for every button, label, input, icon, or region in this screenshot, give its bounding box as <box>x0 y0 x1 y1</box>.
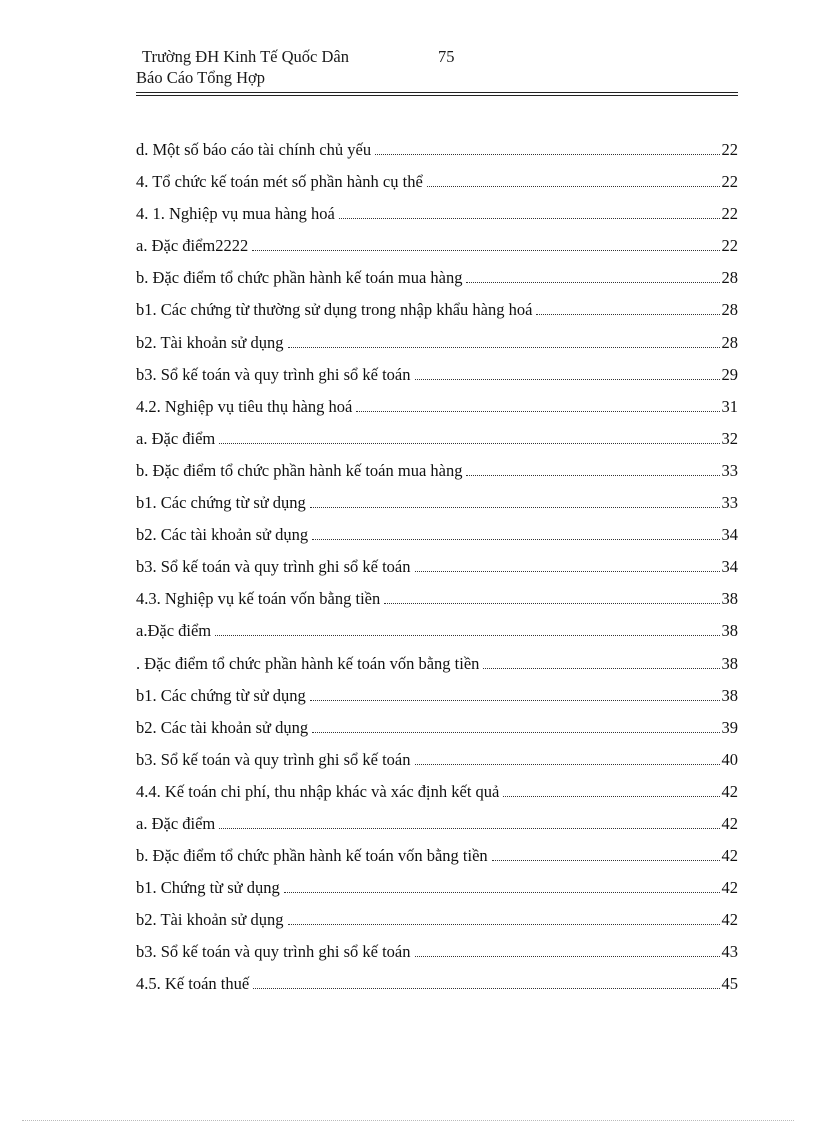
toc-entry-title: a.Đặc điểm <box>136 621 212 641</box>
toc-dot-leader <box>219 828 719 829</box>
toc-entry-title: b3. Sổ kế toán và quy trình ghi sổ kế toán <box>136 557 411 577</box>
toc-entry-page: 33 <box>721 493 738 513</box>
toc-entry-page: 38 <box>721 653 738 673</box>
toc-dot-leader <box>356 411 719 412</box>
page-number: 75 <box>438 47 455 66</box>
toc-entry[interactable] <box>136 362 738 394</box>
toc-entry[interactable] <box>136 297 738 329</box>
toc-entry-page: 42 <box>721 910 738 930</box>
toc-entry-page: 42 <box>721 878 738 898</box>
toc-entry-title: 4.3. Nghiệp vụ kế toán vốn bằng tiền <box>136 589 381 609</box>
toc-entry-page: 34 <box>721 557 738 577</box>
toc-entry[interactable] <box>136 426 738 458</box>
toc-entry-page: 33 <box>721 460 738 480</box>
toc-entry-title: b2. Tài khoản sử dụng <box>136 332 284 352</box>
toc-entry-title: b3. Sổ kế toán và quy trình ghi sổ kế toán <box>136 364 411 384</box>
report-title: Báo Cáo Tổng Hợp <box>136 68 265 87</box>
toc-entry-title: 4.5. Kế toán thuế <box>136 974 250 994</box>
toc-entry-page: 42 <box>721 846 738 866</box>
toc-entry-title: b3. Sổ kế toán và quy trình ghi sổ kế toán <box>136 942 411 962</box>
toc-entry[interactable] <box>136 458 738 490</box>
toc-entry-title: b. Đặc điểm tổ chức phần hành kế toán mua hàng <box>136 460 463 480</box>
toc-dot-leader <box>384 603 719 604</box>
toc-dot-leader <box>310 700 720 701</box>
toc-entry[interactable] <box>136 811 738 843</box>
toc-dot-leader <box>483 668 719 669</box>
toc-entry-title: . Đặc điểm tổ chức phần hành kế toán vốn bằng tiền <box>136 653 480 673</box>
toc-dot-leader <box>310 507 720 508</box>
toc-entry[interactable] <box>136 651 738 683</box>
toc-entry-page: 40 <box>721 749 738 769</box>
toc-entry-title: b2. Các tài khoản sử dụng <box>136 717 309 737</box>
toc-entry-page: 28 <box>721 300 738 320</box>
toc-entry-page: 38 <box>721 589 738 609</box>
toc-entry-page: 28 <box>721 268 738 288</box>
toc-entry-page: 32 <box>721 428 738 448</box>
toc-entry[interactable] <box>136 137 738 169</box>
toc-entry-page: 22 <box>721 172 738 192</box>
toc-entry-page: 39 <box>721 717 738 737</box>
toc-dot-leader <box>415 571 720 572</box>
header-divider-secondary <box>136 95 738 96</box>
toc-dot-leader <box>219 443 719 444</box>
toc-dot-leader <box>312 539 719 540</box>
toc-entry[interactable] <box>136 522 738 554</box>
toc-entry-title: b1. Các chứng từ sử dụng <box>136 685 306 705</box>
toc-entry[interactable] <box>136 779 738 811</box>
toc-entry-title: 4. Tổ chức kế toán mét số phần hành cụ thể <box>136 172 423 192</box>
toc-entry-title: 4. 1. Nghiệp vụ mua hàng hoá <box>136 204 335 224</box>
page-header <box>136 46 738 88</box>
toc-dot-leader <box>312 732 719 733</box>
toc-entry[interactable] <box>136 265 738 297</box>
toc-entry-title: 4.2. Nghiệp vụ tiêu thụ hàng hoá <box>136 396 353 416</box>
toc-entry[interactable] <box>136 490 738 522</box>
toc-dot-leader <box>253 988 719 989</box>
toc-dot-leader <box>466 282 719 283</box>
toc-entry-page: 38 <box>721 621 738 641</box>
toc-dot-leader <box>503 796 719 797</box>
toc-entry-page: 42 <box>721 781 738 801</box>
toc-entry[interactable] <box>136 843 738 875</box>
toc-dot-leader <box>415 379 720 380</box>
toc-entry[interactable] <box>136 618 738 650</box>
toc-dot-leader <box>415 764 720 765</box>
toc-entry[interactable] <box>136 394 738 426</box>
header-line-1 <box>136 46 738 67</box>
toc-entry-title: b2. Tài khoản sử dụng <box>136 910 284 930</box>
header-divider <box>136 92 738 93</box>
toc-entry-page: 34 <box>721 525 738 545</box>
toc-entry-title: d. Một số báo cáo tài chính chủ yếu <box>136 140 372 159</box>
toc-dot-leader <box>284 892 720 893</box>
toc-entry-title: a. Đặc điểm <box>136 813 216 833</box>
toc-entry[interactable] <box>136 683 738 715</box>
toc-entry-page: 28 <box>721 332 738 352</box>
toc-dot-leader <box>339 218 720 219</box>
toc-dot-leader <box>536 314 719 315</box>
toc-entry[interactable] <box>136 971 738 1003</box>
toc-entry-title: b. Đặc điểm tổ chức phần hành kế toán mua hàng <box>136 268 463 288</box>
toc-entry-page: 31 <box>721 396 738 416</box>
toc-dot-leader <box>415 956 720 957</box>
toc-entry-page: 22 <box>721 140 738 159</box>
toc-entry[interactable] <box>136 586 738 618</box>
toc-dot-leader <box>215 635 719 636</box>
toc-entry-title: b2. Các tài khoản sử dụng <box>136 525 309 545</box>
toc-entry-title: 4.4. Kế toán chi phí, thu nhập khác và xác định kết quả <box>136 781 500 801</box>
toc-entry[interactable] <box>136 747 738 779</box>
school-name: Trường ĐH Kinh Tế Quốc Dân <box>142 47 349 66</box>
toc-entry-page: 29 <box>721 364 738 384</box>
toc-entry-title: b1. Chứng từ sử dụng <box>136 878 280 898</box>
toc-entry[interactable] <box>136 939 738 971</box>
toc-entry-page: 38 <box>721 685 738 705</box>
toc-entry-page: 22 <box>721 204 738 224</box>
toc-entry[interactable] <box>136 169 738 201</box>
toc-dot-leader <box>492 860 720 861</box>
toc-entry[interactable] <box>136 330 738 362</box>
toc-entry-title: b1. Các chứng từ thường sử dụng trong nhập khẩu hàng hoá <box>136 300 533 320</box>
toc-entry-title: b3. Sổ kế toán và quy trình ghi sổ kế toán <box>136 749 411 769</box>
toc-entry-page: 22 <box>721 236 738 256</box>
toc-entry-title: a. Đặc điểm <box>136 428 216 448</box>
toc-dot-leader <box>427 186 720 187</box>
toc-dot-leader <box>375 154 719 155</box>
toc-dot-leader <box>288 347 720 348</box>
toc-dot-leader <box>288 924 720 925</box>
page-bottom-edge <box>22 1120 794 1121</box>
toc-entry[interactable] <box>136 201 738 233</box>
toc-entry-page: 42 <box>721 813 738 833</box>
toc-entry[interactable] <box>136 875 738 907</box>
toc-entry-title: a. Đặc điểm2222 <box>136 236 249 256</box>
toc-dot-leader <box>252 250 719 251</box>
table-of-contents <box>136 137 738 1004</box>
toc-entry-page: 45 <box>721 974 738 994</box>
toc-entry[interactable] <box>136 715 738 747</box>
toc-entry-page: 43 <box>721 942 738 962</box>
toc-dot-leader <box>466 475 719 476</box>
toc-entry[interactable] <box>136 907 738 939</box>
toc-entry[interactable] <box>136 554 738 586</box>
toc-entry[interactable] <box>136 233 738 265</box>
toc-entry-title: b. Đặc điểm tổ chức phần hành kế toán vốn bằng tiền <box>136 846 488 866</box>
toc-entry-title: b1. Các chứng từ sử dụng <box>136 493 306 513</box>
